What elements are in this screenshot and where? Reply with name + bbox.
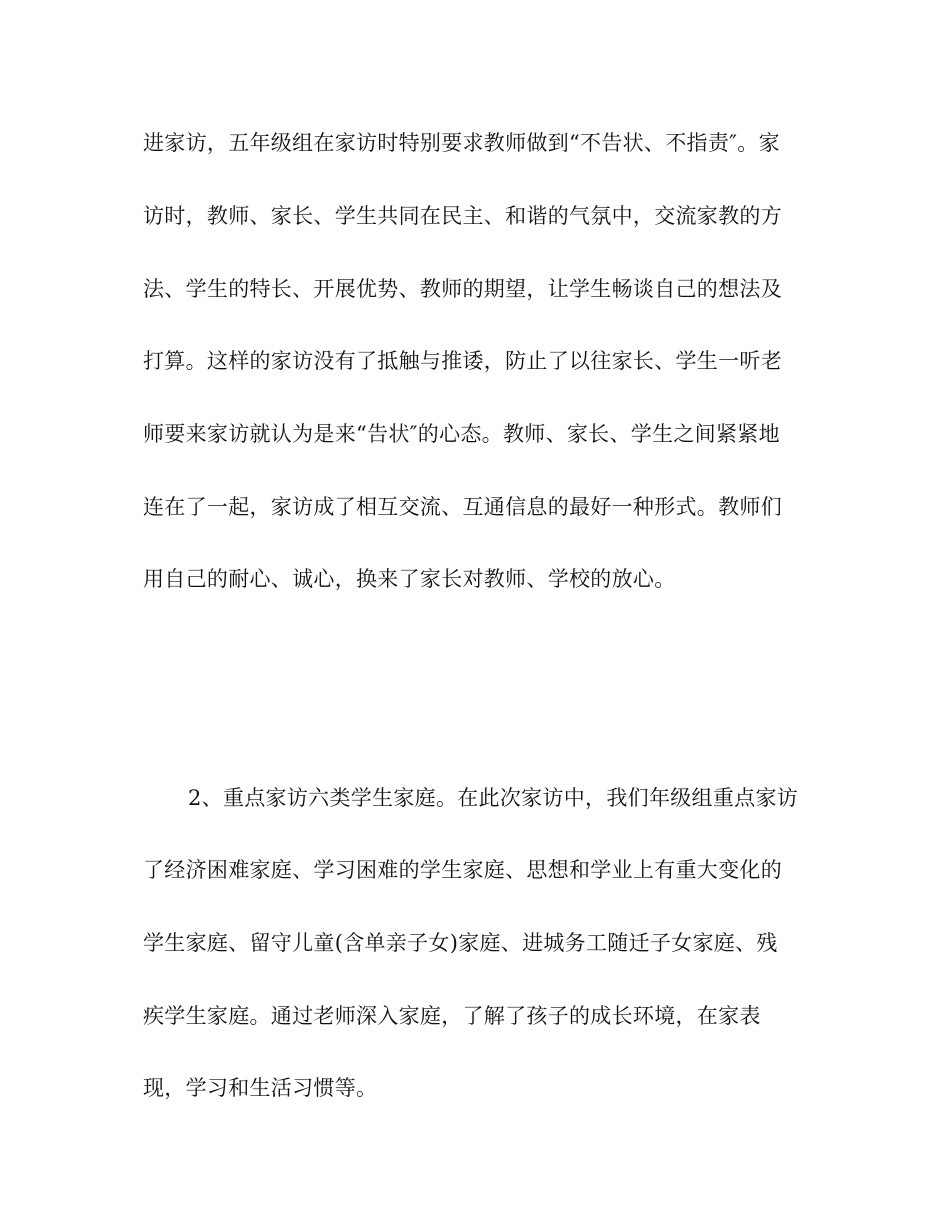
paragraph-1-line-3: 法、学生的特长、开展优势、教师的期望，让学生畅谈自己的想法及 <box>143 277 782 301</box>
paragraph-2-line-3: 学生家庭、留守儿童(含单亲子女)家庭、进城务工随迁子女家庭、残 <box>143 931 778 955</box>
paragraph-1-line-7: 用自己的耐心、诚心，换来了家长对教师、学校的放心。 <box>143 567 676 591</box>
paragraph-1-line-5: 师要来家访就认为是来“告状″的心态。教师、家长、学生之间紧紧地 <box>143 422 780 446</box>
paragraph-1-line-6: 连在了一起，家访成了相互交流、互通信息的最好一种形式。教师们 <box>143 495 782 519</box>
paragraph-2-line-2: 了经济困难家庭、学习困难的学生家庭、思想和学业上有重大变化的 <box>143 858 782 882</box>
paragraph-1-line-4: 打算。这样的家访没有了抵触与推诿，防止了以往家长、学生一听老 <box>143 349 782 373</box>
paragraph-2-line-1: 2、重点家访六类学生家庭。在此次家访中，我们年级组重点家访 <box>188 786 799 810</box>
paragraph-1-line-1: 进家访，五年级组在家访时特别要求教师做到“不告状、不指责″。家 <box>143 131 780 155</box>
paragraph-2-line-4: 疾学生家庭。通过老师深入家庭，了解了孩子的成长环境，在家表 <box>143 1004 761 1028</box>
paragraph-2-line-5: 现，学习和生活习惯等。 <box>143 1076 378 1100</box>
paragraph-1-line-2: 访时，教师、家长、学生共同在民主、和谐的气氛中，交流家教的方 <box>143 204 782 228</box>
